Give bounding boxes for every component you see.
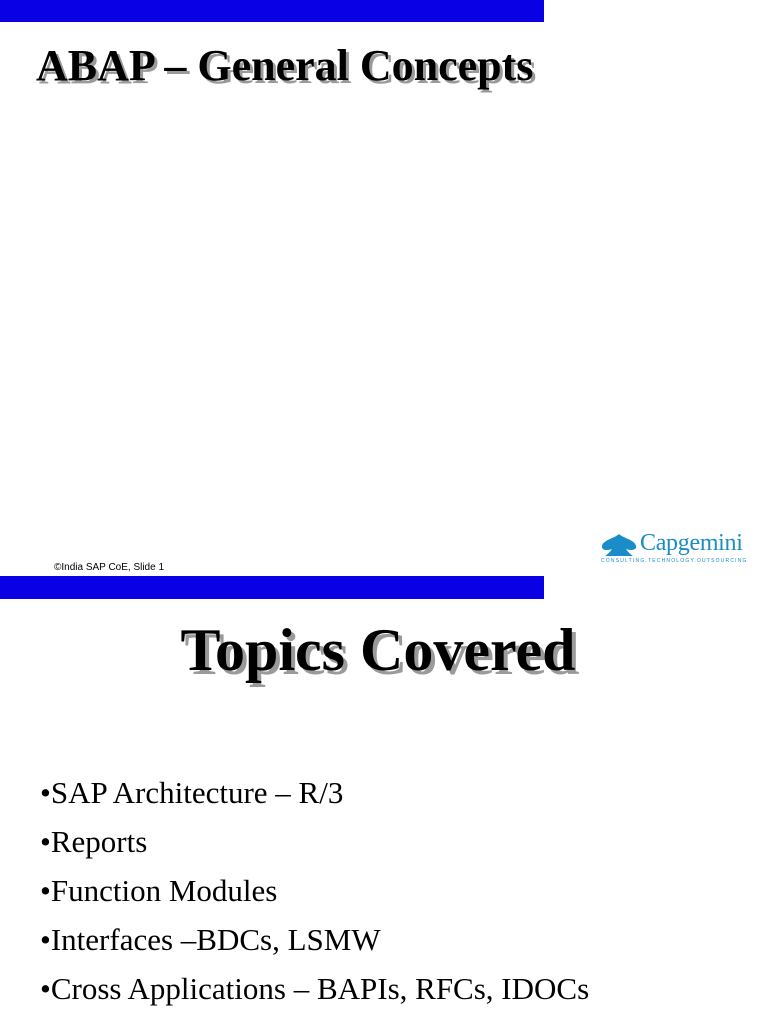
list-item: • Cross Applications – BAPIs, RFCs, IDOCs [40, 964, 589, 1013]
top-bar [0, 0, 544, 22]
list-item: • Function Modules [40, 866, 589, 915]
spade-icon [600, 533, 638, 557]
list-item: • Reports [40, 817, 589, 866]
logo-name: Capgemini [640, 530, 743, 556]
list-item: • Interfaces –BDCs, LSMW [40, 915, 589, 964]
slide-title: ABAP – General Concepts [36, 41, 534, 90]
capgemini-logo [600, 530, 750, 570]
top-bar [0, 576, 544, 599]
logo-tagline: CONSULTING.TECHNOLOGY.OUTSOURCING [601, 558, 748, 564]
slide-2 [0, 576, 768, 1024]
list-item: • SAP Architecture – R/3 [40, 768, 589, 817]
topics-list [40, 768, 589, 1013]
slide-footer: ©India SAP CoE, Slide 1 [54, 562, 165, 573]
slide-title: Topics Covered [180, 617, 576, 683]
